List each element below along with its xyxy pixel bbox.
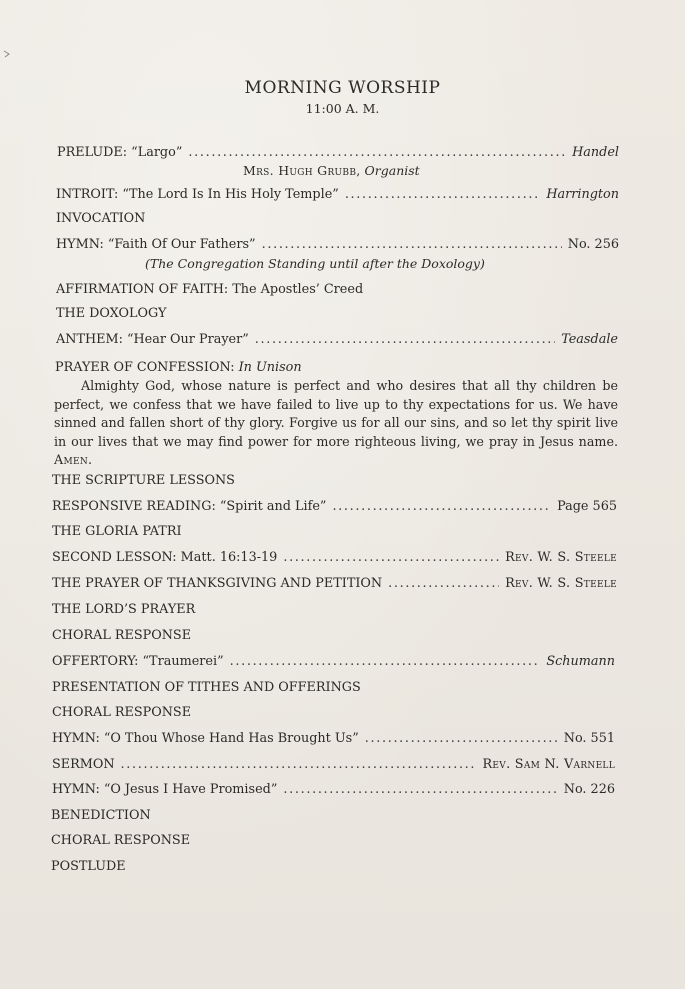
hymn2-number: No. 551 [563,731,615,746]
second-lesson-reader: Rev. W. S. Steele [505,550,617,565]
lords-prayer: THE LORD’S PRAYER [52,602,196,617]
choral-response-3: CHORAL RESPONSE [51,833,191,848]
postlude: POSTLUDE [51,859,126,874]
scripture-lessons: THE SCRIPTURE LESSONS [52,473,235,488]
leader-dots [388,576,499,591]
choral-response-1: CHORAL RESPONSE [52,628,192,643]
offertory-composer: Schumann [546,654,615,669]
thanksgiving-line [52,576,617,591]
organist-role: Organist [364,163,420,178]
confession-note: In Unison [238,360,302,375]
hymn1-number: No. 256 [567,237,619,252]
sermon-line [52,757,615,772]
anthem-composer: Teasdale [561,332,618,347]
responsive-label: RESPONSIVE READING: “Spirit and Life” [52,499,327,514]
hymn1-note: (The Congregation Standing until after the Doxology) [145,256,485,271]
introit-composer: Harrington [546,187,619,202]
leader-dots [230,654,541,669]
doxology: THE DOXOLOGY [56,306,167,321]
hymn1-label: HYMN: “Faith Of Our Fathers” [56,237,256,252]
confession-text: Almighty God, whose nature is perfect and who desires that all thy children be perfect, we confess that we have failed to live up to thy expectations for us. We have sinned and fallen short of thy glory. Forgive us for all our sins, and so let thy spirit live in our lives that we may find power for more righteous living, we pray in Jesus name. [54,378,618,449]
leader-dots [283,550,499,565]
hymn2-line [52,731,615,746]
affirmation: AFFIRMATION OF FAITH: The Apostles’ Creed [56,282,364,297]
paper-mark [3,50,11,58]
choral-response-2: CHORAL RESPONSE [52,705,192,720]
confession-prayer [54,377,618,470]
prelude-label: PRELUDE: “Largo” [57,145,183,160]
presentation: PRESENTATION OF TITHES AND OFFERINGS [52,680,361,695]
hymn1-line [56,237,619,252]
responsive-line [52,499,617,514]
service-time: 11:00 A. M. [305,101,380,116]
thanksgiving-label: THE PRAYER OF THANKSGIVING AND PETITION [52,576,383,591]
hymn3-number: No. 226 [563,782,615,797]
hymn3-line [52,782,615,797]
leader-dots [255,332,555,347]
confession-line [55,360,302,375]
responsive-page: Page 565 [557,499,617,514]
leader-dots [332,499,551,514]
anthem-label: ANTHEM: “Hear Our Prayer” [56,332,249,347]
leader-dots [121,757,477,772]
thanksgiving-leader: Rev. W. S. Steele [505,576,617,591]
leader-dots [365,731,558,746]
hymn3-label: HYMN: “O Jesus I Have Promised” [52,782,278,797]
confession-label: PRAYER OF CONFESSION: [55,360,235,375]
hymn2-label: HYMN: “O Thou Whose Hand Has Brought Us” [52,731,359,746]
leader-dots [262,237,562,252]
organist-name: Mrs. Hugh Grubb, [243,163,361,178]
leader-dots [188,145,566,160]
prelude-composer: Handel [572,145,619,160]
introit-line [56,187,619,202]
benediction: BENEDICTION [51,808,151,823]
sermon-preacher: Rev. Sam N. Varnell [482,757,615,772]
gloria-patri: THE GLORIA PATRI [52,524,182,539]
introit-label: INTROIT: “The Lord Is In His Holy Temple” [56,187,339,202]
amen: Amen. [54,452,93,468]
second-lesson-line [52,550,617,565]
second-lesson-label: SECOND LESSON: Matt. 16:13-19 [52,550,278,565]
sermon-label: SERMON [52,757,115,772]
offertory-label: OFFERTORY: “Traumerei” [52,654,224,669]
prelude-line [57,145,619,160]
anthem-line [56,332,618,347]
offertory-line [52,654,615,669]
invocation: INVOCATION [56,211,146,226]
leader-dots [345,187,541,202]
page-title: MORNING WORSHIP [244,78,441,98]
leader-dots [283,782,557,797]
organist-line [243,163,420,178]
